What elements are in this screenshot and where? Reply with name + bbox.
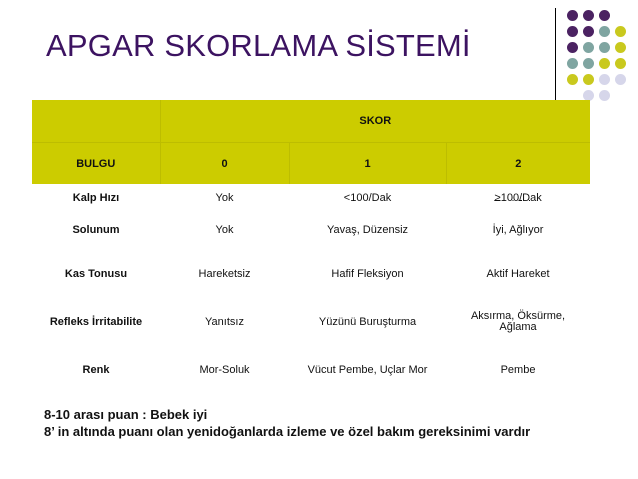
table-subheader-row	[32, 143, 590, 185]
note-line: 8-10 arası puan : Bebek iyi	[44, 407, 208, 422]
score-column-0: 0	[160, 143, 289, 185]
table-cell	[446, 184, 590, 212]
finding-label: Renk	[82, 364, 110, 376]
table-cell: Aksırma, Öksürme, Ağlama	[470, 310, 566, 333]
table-cell: Yavaş, Düzensiz	[326, 224, 409, 236]
table-cell: Hareketsiz	[198, 268, 251, 280]
decorative-dot	[567, 58, 578, 69]
decorative-dot	[599, 74, 610, 85]
table-cell: Mor-Soluk	[199, 364, 250, 376]
decorative-dot	[583, 74, 594, 85]
decorative-dot	[567, 74, 578, 85]
apgar-table	[32, 100, 590, 396]
finding-label: Kalp Hızı	[72, 192, 120, 204]
table-cell: Yanıtsız	[205, 316, 244, 328]
decorative-divider	[555, 8, 556, 104]
decorative-dot	[599, 90, 610, 101]
table-cell: Yok	[215, 224, 234, 236]
decorative-dot	[599, 26, 610, 37]
table-cell: Hafif Fleksiyon	[331, 268, 404, 280]
decorative-dot	[599, 58, 610, 69]
table-row	[32, 212, 590, 248]
table-cell: Vücut Pembe, Uçlar Mor	[307, 364, 428, 376]
finding-label: Kas Tonusu	[64, 268, 128, 280]
decorative-dot	[599, 10, 610, 21]
decorative-dot	[583, 58, 594, 69]
finding-header: BULGU	[32, 143, 160, 185]
decorative-dot	[583, 42, 594, 53]
table-row	[32, 300, 590, 344]
gte-value: >100/Dak	[494, 192, 542, 204]
table-cell: <100/Dak	[343, 192, 392, 204]
table-cell: Yüzünü Buruşturma	[318, 316, 417, 328]
finding-label: Refleks İrritabilite	[49, 316, 143, 328]
score-column-1: 1	[289, 143, 446, 185]
score-header: SKOR	[160, 100, 590, 143]
table-row	[32, 248, 590, 300]
decorative-dot	[615, 26, 626, 37]
decorative-dot	[599, 42, 610, 53]
score-column-2: 2	[446, 143, 590, 185]
table-cell: Pembe	[500, 364, 536, 376]
note-line: 8’ in altında puanı olan yenidoğanlarda izleme ve özel bakım gereksinimi vardır	[44, 424, 531, 439]
table-header-row	[32, 100, 590, 143]
decorative-dot	[615, 58, 626, 69]
slide-title: APGAR SKORLAMA SİSTEMİ	[46, 28, 471, 63]
decorative-dot	[567, 42, 578, 53]
table-row	[32, 184, 590, 212]
decorative-dot	[567, 26, 578, 37]
finding-label: Solunum	[72, 224, 120, 236]
header-empty-cell	[32, 100, 160, 143]
decorative-dot	[583, 26, 594, 37]
decorative-dot	[615, 42, 626, 53]
decorative-dot	[567, 10, 578, 21]
table-cell: Yok	[215, 192, 234, 204]
table-cell: Aktif Hareket	[486, 268, 550, 280]
decorative-dot	[615, 74, 626, 85]
table-cell: İyi, Ağlıyor	[492, 224, 544, 236]
notes	[44, 406, 530, 440]
table-row	[32, 344, 590, 396]
decorative-dot	[583, 10, 594, 21]
